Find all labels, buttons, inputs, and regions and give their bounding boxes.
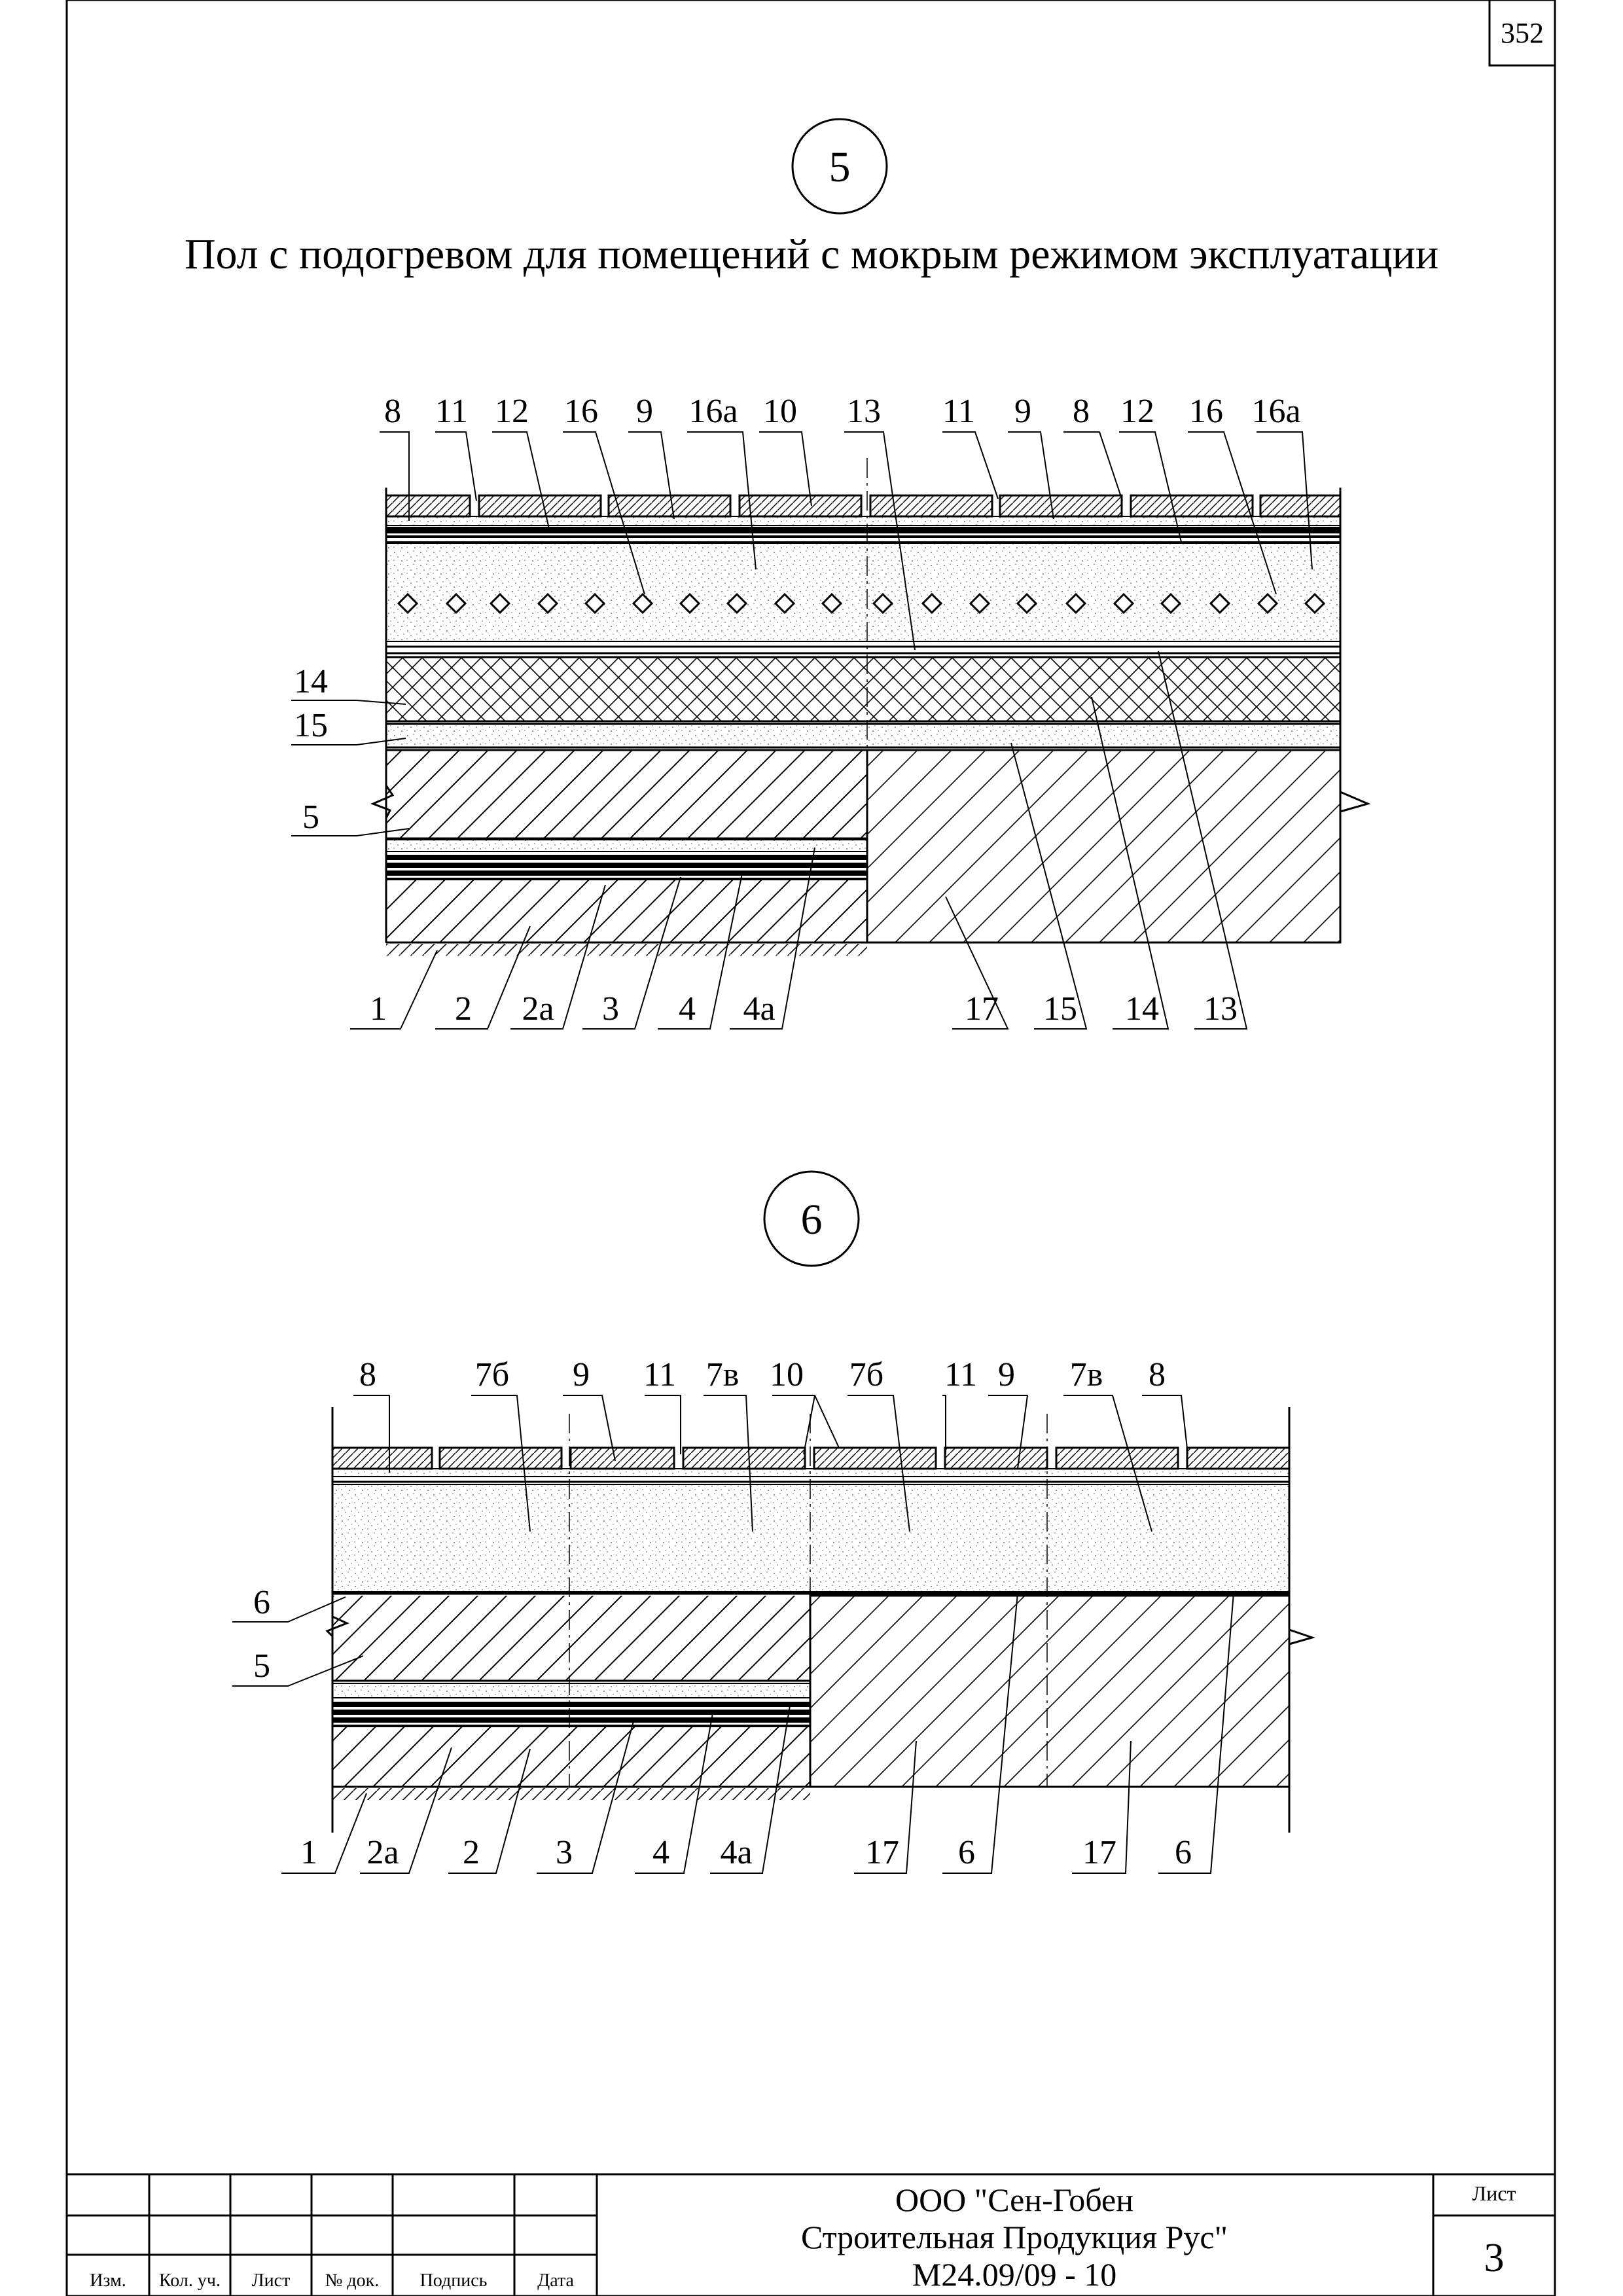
detail-5-marker-number: 5 <box>829 143 851 191</box>
col-date: Дата <box>537 2270 574 2291</box>
callout-label: 4 <box>652 1834 669 1871</box>
callout-label: 2 <box>463 1834 480 1871</box>
col-signature: Подпись <box>419 2270 488 2291</box>
callout-label: 11 <box>942 393 976 430</box>
callout-label: 8 <box>1073 393 1090 430</box>
detail-6-screed <box>332 1484 1289 1592</box>
callout-label: 4а <box>743 990 776 1028</box>
detail-5-insulation <box>386 657 1340 721</box>
callout-label: 11 <box>944 1356 978 1393</box>
callout-label: 15 <box>294 707 328 744</box>
company-line-2: Строительная Продукция Рус" <box>801 2219 1228 2255</box>
callout-label: 17 <box>1082 1834 1116 1871</box>
detail-6-top-labels <box>359 1356 1166 1393</box>
callout-label: 8 <box>359 1356 376 1393</box>
sheet-label: Лист <box>1472 2181 1516 2205</box>
callout-label: 4а <box>720 1834 753 1871</box>
callout-label: 16 <box>1189 393 1223 430</box>
callout-label: 9 <box>1014 393 1031 430</box>
callout-label: 9 <box>636 393 653 430</box>
callout-label: 2а <box>522 990 554 1028</box>
callout-label: 10 <box>770 1356 804 1393</box>
callout-label: 6 <box>958 1834 975 1871</box>
callout-label: 14 <box>1125 990 1159 1028</box>
callout-label: 8 <box>1149 1356 1166 1393</box>
callout-label: 14 <box>294 663 328 700</box>
company-line-1: ООО "Сен-Гобен <box>895 2181 1134 2218</box>
detail-5-left-labels <box>294 663 328 836</box>
callout-label: 13 <box>1204 990 1238 1028</box>
detail-5-screed <box>386 543 1340 641</box>
detail-5-slab-17 <box>867 750 1340 942</box>
callout-label: 7б <box>474 1356 510 1393</box>
callout-label: 2а <box>366 1834 399 1871</box>
callout-label: 10 <box>763 393 797 430</box>
detail-5-tiles <box>386 495 1340 516</box>
detail-5 <box>185 119 1438 1029</box>
callout-label: 12 <box>1120 393 1154 430</box>
top-sheet-number: 352 <box>1501 17 1544 49</box>
col-list: Лист <box>251 2270 291 2291</box>
detail-5-top-labels <box>384 393 1301 430</box>
detail-6-left-labels <box>253 1584 270 1685</box>
callout-label: 5 <box>253 1647 270 1685</box>
title-block-text <box>90 2181 1516 2293</box>
detail-6-tiles <box>332 1448 1289 1469</box>
callout-label: 13 <box>847 393 881 430</box>
callout-label: 3 <box>602 990 619 1028</box>
callout-label: 7в <box>705 1356 740 1393</box>
callout-label: 6 <box>1175 1834 1192 1871</box>
callout-label: 11 <box>643 1356 677 1393</box>
callout-label: 3 <box>556 1834 573 1871</box>
sheet-number: 3 <box>1484 2236 1505 2280</box>
detail-6 <box>232 1172 1312 1873</box>
detail-6-bottom-labels <box>300 1834 1192 1871</box>
callout-label: 4 <box>679 990 696 1028</box>
detail-6-marker-number: 6 <box>800 1196 823 1244</box>
callout-label: 7в <box>1069 1356 1103 1393</box>
callout-label: 16а <box>688 393 738 430</box>
callout-label: 1 <box>370 990 387 1028</box>
detail-5-title: Пол с подогревом для помещений с мокрым режимом эксплуатации <box>184 230 1439 278</box>
callout-label: 7б <box>849 1356 884 1393</box>
callout-label: 12 <box>495 393 529 430</box>
callout-label: 9 <box>573 1356 590 1393</box>
detail-6-slab-17 <box>810 1596 1289 1787</box>
callout-label: 9 <box>998 1356 1015 1393</box>
callout-label: 11 <box>435 393 469 430</box>
callout-label: 17 <box>865 1834 899 1871</box>
col-kol-uch: Кол. уч. <box>159 2270 221 2291</box>
col-izm: Изм. <box>90 2270 126 2291</box>
detail-5-bottom-labels <box>370 990 1238 1028</box>
document-code: М24.09/09 - 10 <box>912 2256 1117 2293</box>
callout-label: 2 <box>455 990 472 1028</box>
callout-label: 15 <box>1043 990 1077 1028</box>
callout-label: 1 <box>300 1834 317 1871</box>
callout-label: 5 <box>302 798 319 836</box>
callout-label: 8 <box>384 393 401 430</box>
callout-label: 17 <box>965 990 999 1028</box>
callout-label: 16 <box>564 393 598 430</box>
callout-label: 16а <box>1251 393 1301 430</box>
callout-label: 6 <box>253 1584 270 1621</box>
col-doc: № док. <box>325 2270 380 2291</box>
sheet-frame <box>67 0 1555 2296</box>
